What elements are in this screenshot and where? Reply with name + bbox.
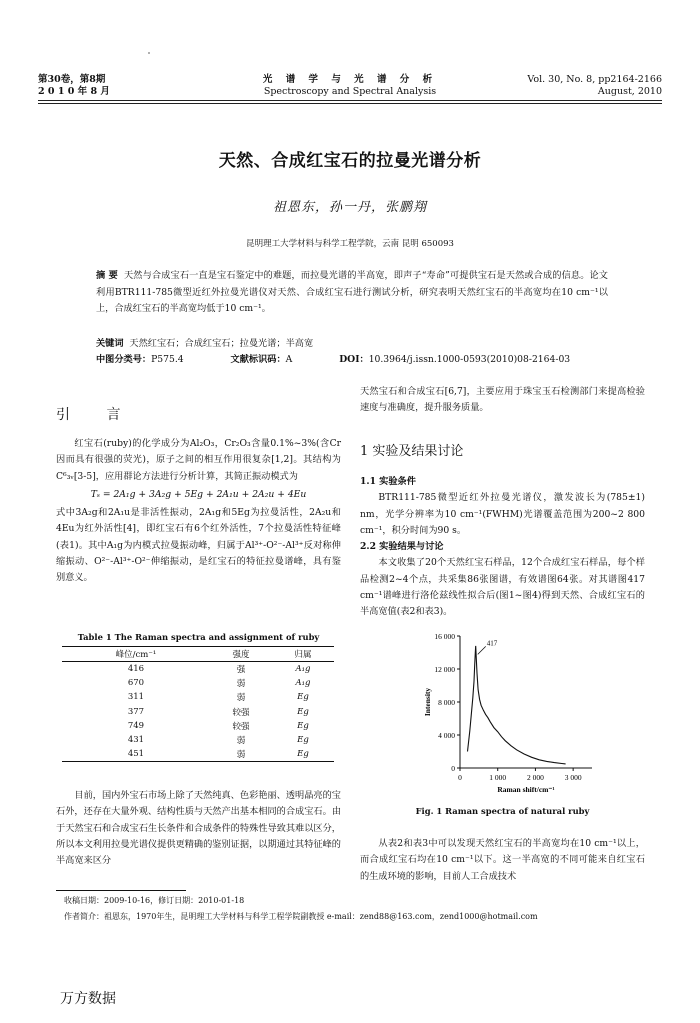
table-cell: A₁g: [295, 664, 311, 675]
x-tick-label: 3 000: [564, 773, 582, 782]
intro-body: [56, 436, 341, 587]
x-tick-label: 1 000: [489, 773, 507, 782]
intro-paragraph-1: 红宝石(ruby)的化学成分为Al₂O₃，Cr₂O₃含量0.1%~3%(含Cr因而具有很强的荧光)，原子之间的相互作用很复杂[1,2]。其结构为C⁶₃ᵥ[3-5]，应用群论方法进行分析计算，其简正振动模式为: [56, 438, 341, 482]
table-row: [62, 747, 334, 762]
table-row: [62, 719, 334, 733]
table-cell: 较强: [232, 707, 250, 718]
y-axis-label: Intensity: [423, 687, 432, 717]
section-1-body: [360, 474, 645, 621]
header-rule: [38, 100, 662, 101]
table-cell: 670: [127, 678, 145, 689]
clc-code: P575.4: [151, 354, 184, 365]
journal-issue: [38, 74, 110, 98]
peak-arrow: [478, 646, 486, 654]
table-cell: Eg: [297, 706, 309, 717]
affiliation: 昆明理工大学材料与科学工程学院，云南 昆明 650093: [246, 239, 454, 249]
abstract-text: 天然与合成宝石一直是宝石鉴定中的难题，而拉曼光谱的半高宽，即声子“寿命”可提供宝石是天然或合成的信息。论文利用BTR111-785微型近红外拉曼光谱仪对天然、合成红宝石进行测试分析，研究表明天然红宝石的半高宽均在10 cm⁻¹以上，合成红宝石的半高宽均低于10 cm⁻¹。: [96, 270, 608, 314]
y-tick-label: 16 000: [434, 632, 455, 641]
clc-label: 中图分类号：: [96, 354, 152, 365]
table-row: [62, 662, 334, 677]
x-tick-label: 2 000: [526, 773, 544, 782]
experimental-conditions: BTR111-785微型近红外拉曼光谱仪，激发波长为(785±1) nm，光学分辨率为10 cm⁻¹(FWHM)光谱覆盖范围为200~2 800 cm⁻¹，积分时间为90 s。: [360, 492, 645, 536]
table-row: [62, 676, 334, 690]
abstract: [96, 268, 608, 318]
doc-code-label: 文献标识码：: [230, 354, 286, 365]
discussion-paragraph: 从表2和表3中可以发现天然红宝石的半高宽均在10 cm⁻¹以上，而合成红宝石均在10 cm⁻¹以下。这一半高宽的不同可能来自红宝石的生成环境的影响，目前人工合成技术: [360, 838, 645, 882]
x-tick-label: 0: [458, 773, 462, 782]
table-cell: 较强: [232, 721, 250, 732]
table-cell: 431: [127, 735, 145, 746]
keywords-text: 天然红宝石；合成红宝石；拉曼光谱；半高宽: [129, 338, 314, 349]
table-cell: 377: [127, 706, 145, 717]
header-rule-thin: [38, 103, 662, 104]
table-cell: 451: [62, 747, 210, 762]
subsection-1-1-heading: 1.1 实验条件: [360, 476, 416, 487]
raman-spectrum-chart: [360, 628, 645, 800]
keywords: [96, 336, 608, 352]
y-tick-label: 12 000: [434, 665, 455, 674]
table-cell: Eg: [297, 692, 309, 703]
table-cell: A₁g: [295, 678, 311, 689]
table-caption: Table 1 The Raman spectra and assignment of ruby: [77, 632, 320, 642]
keywords-label: 关键词: [96, 338, 124, 349]
intro-continued: 天然宝石和合成宝石[6,7]，主要应用于珠宝玉石检测部门来提高检验速度与准确度，提升服务质量。: [360, 386, 645, 414]
table-row: [62, 733, 334, 747]
results-paragraph: 本文收集了20个天然红宝石样品，12个合成红宝石样品，每个样品检测2~4个点，共采集86张图谱，有效谱图64张。对其谱图417 cm⁻¹谱峰进行洛伦兹线性拟合后(图1~图4)得到天然、合成红宝石的半高宽值(表2和表3)。: [360, 557, 645, 618]
table-row: [62, 690, 334, 704]
intro-paragraph-2: 式中3A₂g和2A₁u是非活性振动，2A₁g和5Eg为拉曼活性，2A₂u和4Eu为红外活性[4]，即红宝石有6个红外活性，7个拉曼活性特征峰(表1)。其中A₁g为内模式拉曼振动峰，归属于Al³⁺-O²⁻-Al³⁺反对称伸缩振动、O²⁻-Al³⁺-O²⁻伸缩振动，是红宝石的特征拉曼谱峰，具有鉴别意义。: [56, 507, 341, 584]
paper-title: 天然、合成红宝石的拉曼光谱分析: [218, 151, 482, 171]
classification-line: [96, 352, 608, 368]
journal-volume-en: [527, 74, 662, 98]
y-tick-label: 4 000: [438, 731, 455, 740]
abstract-label: 摘 要: [96, 270, 118, 281]
wanfang-watermark: 万方数据: [60, 991, 116, 1007]
author-bio: 作者简介：祖恩东，1970年生，昆明理工大学材料与科学工程学院副教授 e-mail：zend88@163.com，zend1000@hotmail.com: [64, 912, 538, 921]
footnote-rule: [56, 890, 186, 891]
intro-heading: 引 言: [56, 407, 137, 423]
journal-name-cn: 光 谱 学 与 光 谱 分 析: [262, 74, 438, 85]
doi: 10.3964/j.issn.1000-0593(2010)08-2164-03: [368, 354, 571, 365]
volume-pages: Vol. 30, No. 8, pp2164-2166: [527, 74, 662, 85]
y-tick-label: 8 000: [438, 698, 455, 707]
figure-caption: Fig. 1 Raman spectra of natural ruby: [415, 806, 590, 816]
raman-table: [62, 646, 334, 762]
section-1-heading: 1 实验及结果讨论: [360, 444, 464, 459]
vibration-equation: Tₛ = 2A₁g + 3A₂g + 5Eg + 2A₁u + 2A₂u + 4Eu: [90, 488, 307, 500]
author-list: 祖恩东，孙一丹，张鹏翔: [272, 200, 427, 215]
y-tick-label: 0: [451, 764, 455, 773]
table-header: 峰位/cm⁻¹: [62, 647, 210, 662]
peak-label: 417: [486, 639, 498, 648]
journal-name-en: Spectroscopy and Spectral Analysis: [263, 86, 437, 97]
issue-date: 2 0 1 0 年 8 月: [38, 86, 110, 97]
spectrum-line: [468, 646, 566, 764]
table-cell: Eg: [297, 735, 309, 746]
x-axis-label: Raman shift/cm⁻¹: [497, 785, 555, 794]
doi-label: DOI：: [339, 354, 369, 365]
table-cell: 311: [127, 692, 145, 703]
table-cell: 弱: [236, 679, 246, 690]
table-row: [62, 705, 334, 719]
intro-paragraph-3: 目前，国内外宝石市场上除了天然纯真、色彩艳丽、透明晶亮的宝石外，还存在大量外观、结构性质与天然产出基本相同的合成宝石。由于天然宝石和合成宝石生长条件和合成条件的特殊性导致其难以区分，所以本文利用拉曼光谱仪提供更精确的鉴别证据，以期通过其特征峰的半高宽来区分: [56, 790, 341, 867]
doc-code: A: [285, 354, 293, 365]
date-en: August, 2010: [597, 86, 662, 97]
table-cell: Eg: [272, 747, 334, 762]
subsection-2-2-heading: 2.2 实验结果与讨论: [360, 541, 444, 553]
journal-name: [230, 74, 470, 98]
table-cell: 弱: [236, 693, 246, 704]
table-cell: 弱: [210, 747, 272, 762]
table-header: 归属: [272, 647, 334, 662]
table-header: 强度: [210, 647, 272, 662]
scan-dot: [148, 52, 150, 54]
received-dates: 收稿日期：2009-10-16，修订日期：2010-01-18: [64, 896, 245, 905]
table-cell: Eg: [297, 720, 309, 731]
volume-issue: 第30卷，第8期: [38, 74, 106, 85]
table-cell: 749: [127, 720, 145, 731]
table-cell: 弱: [236, 736, 246, 747]
table-cell: 416: [127, 664, 145, 675]
table-cell: 强: [236, 665, 246, 676]
